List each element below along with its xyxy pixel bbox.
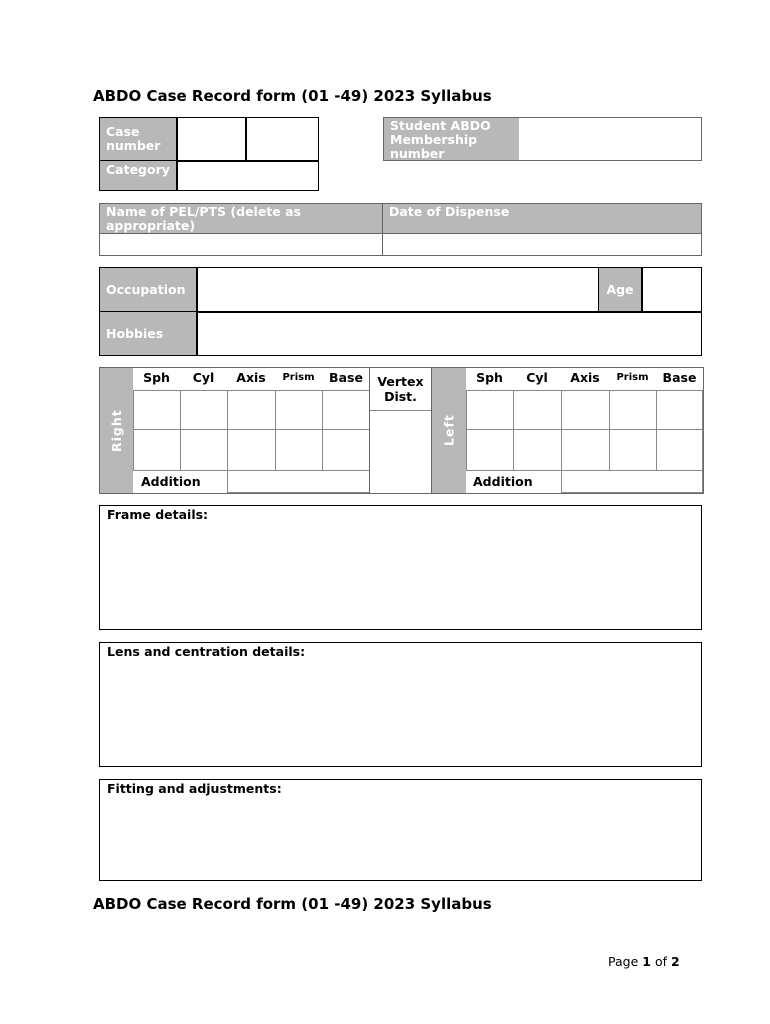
case-number-label: Case number [100,118,176,160]
case-number-field-2[interactable] [247,119,317,159]
page-current: 1 [642,954,651,969]
footer-title: ABDO Case Record form (01 -49) 2023 Syllabus [93,895,492,913]
rx-right-base-dist[interactable] [322,390,370,430]
right-eye-label: Right [100,368,133,493]
case-number-field-1[interactable] [177,119,244,159]
hobbies-label: Hobbies [100,312,196,355]
page-title: ABDO Case Record form (01 -49) 2023 Syllabus [93,87,492,105]
rx-left-base-dist[interactable] [656,390,703,430]
rx-left-prism-near[interactable] [609,429,657,471]
left-eye-label: Left [432,368,466,493]
rx-left-cyl-near[interactable] [513,429,562,471]
rx-left-sph-header: Sph [476,370,503,385]
rx-left-axis-header: Axis [570,370,600,385]
rx-right-axis-header: Axis [236,370,266,385]
rx-right-prism-dist[interactable] [275,390,323,430]
fitting-adjustments-label: Fitting and adjustments: [107,781,282,796]
rx-right-prism-near[interactable] [275,429,323,471]
rx-left-prism-header: Prism [616,372,649,383]
divider [370,410,431,411]
pel-field[interactable] [101,235,380,254]
rx-right-addition-label: Addition [141,474,201,489]
membership-label: Student ABDO Membership number [384,118,519,160]
rx-left-base-header: Base [662,370,697,385]
page-total: 2 [670,954,680,969]
rx-left-cyl-header: Cyl [526,370,548,385]
vertex-dist-label: Vertex Dist. [377,374,424,404]
rx-right-base-near[interactable] [322,429,370,471]
lens-centration-area[interactable] [99,642,702,767]
rx-left-cyl-dist[interactable] [513,390,562,430]
rx-right-sph-dist[interactable] [133,390,181,430]
frame-details-label: Frame details: [107,507,209,522]
dispense-date-field[interactable] [385,235,700,254]
rx-left-axis-near[interactable] [561,429,610,471]
fitting-adjustments-area[interactable] [99,779,702,881]
page-prefix: Page [608,954,639,969]
page-number [608,954,680,969]
category-label: Category [100,161,176,190]
rx-right-base-header: Base [329,370,363,385]
dispense-label: Date of Dispense [383,204,701,233]
occupation-field[interactable] [198,269,597,310]
rx-left-base-near[interactable] [656,429,703,471]
rx-left-addition-field[interactable] [561,470,703,493]
rx-left-addition-label: Addition [473,474,533,489]
vertex-dist-field[interactable] [371,412,430,492]
frame-details-area[interactable] [99,505,702,630]
divider [100,233,701,234]
category-field[interactable] [178,162,317,189]
rx-right-cyl-dist[interactable] [180,390,228,430]
rx-right-addition-field[interactable] [227,470,370,493]
page-of: of [654,954,667,969]
rx-left-prism-dist[interactable] [609,390,657,430]
pel-label: Name of PEL/PTS (delete as appropriate) [100,204,382,233]
rx-right-cyl-header: Cyl [192,370,215,385]
divider [382,204,383,255]
age-field[interactable] [643,269,700,310]
rx-left-axis-dist[interactable] [561,390,610,430]
lens-centration-label: Lens and centration details: [107,644,306,659]
rx-right-axis-dist[interactable] [227,390,276,430]
rx-right-prism-header: Prism [282,372,315,383]
rx-right-cyl-near[interactable] [180,429,228,471]
rx-left-sph-dist[interactable] [466,390,514,430]
rx-left-sph-near[interactable] [466,429,514,471]
occupation-label: Occupation [100,268,196,311]
rx-right-sph-header: Sph [143,370,170,385]
rx-right-sph-near[interactable] [133,429,181,471]
rx-right-axis-near[interactable] [227,429,276,471]
age-label: Age [599,268,641,311]
membership-field[interactable] [520,119,700,159]
hobbies-field[interactable] [198,313,700,354]
